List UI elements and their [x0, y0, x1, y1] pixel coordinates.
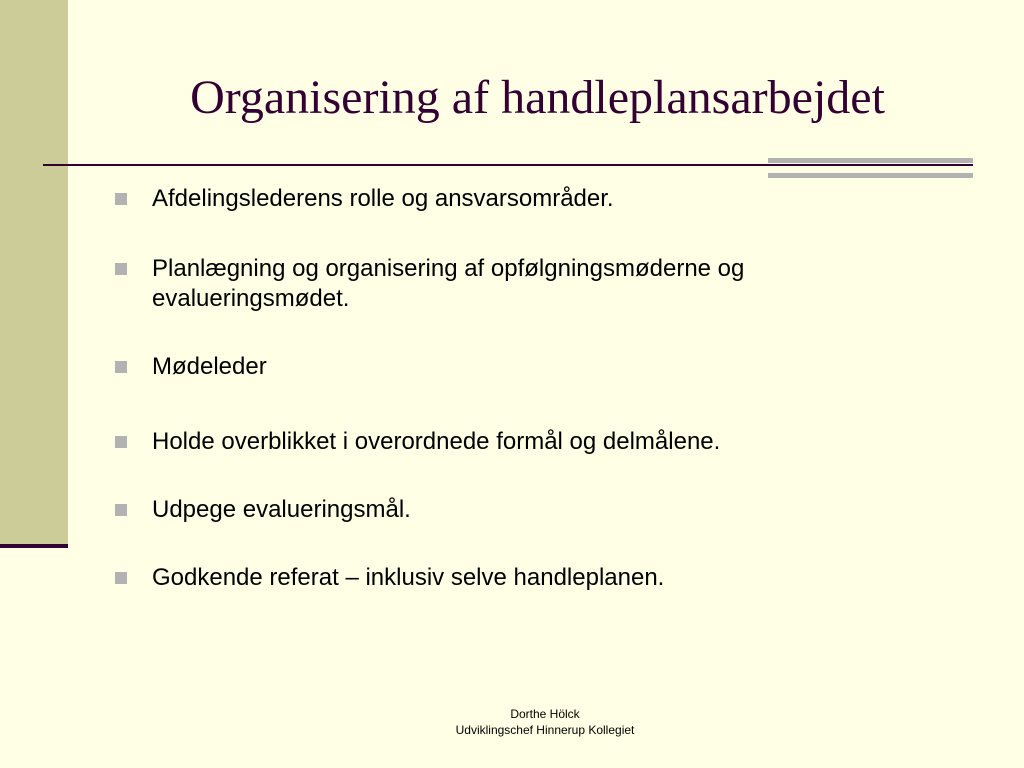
decorative-bar-bottom [768, 173, 973, 178]
square-bullet-icon [115, 504, 127, 516]
bullet-text: Planlægning og organisering af opfølgningsmøderne og evalueringsmødet. [152, 255, 745, 312]
decorative-bar-top [768, 158, 973, 163]
square-bullet-icon [115, 263, 127, 275]
square-bullet-icon [115, 572, 127, 584]
slide-title: Organisering af handleplansarbejdet [190, 71, 885, 124]
bullet-text: Afdelingslederens rolle og ansvarsområder. [152, 185, 614, 212]
footer-role: Udviklingschef Hinnerup Kollegiet [455, 723, 635, 737]
bullet-text: Godkende referat – inklusiv selve handleplanen. [152, 564, 665, 591]
square-bullet-icon [115, 361, 127, 373]
square-bullet-icon [115, 436, 127, 448]
bullet-text: Udpege evalueringsmål. [152, 496, 411, 523]
left-band-rule [0, 544, 68, 548]
square-bullet-icon [115, 193, 127, 205]
slide-footer [400, 706, 690, 738]
title-divider [43, 164, 973, 166]
bullet-text: Holde overblikket i overordnede formål og delmålene. [152, 428, 721, 455]
footer-author: Dorthe Hölck [510, 707, 580, 721]
bullet-text: Mødeleder [152, 353, 267, 380]
